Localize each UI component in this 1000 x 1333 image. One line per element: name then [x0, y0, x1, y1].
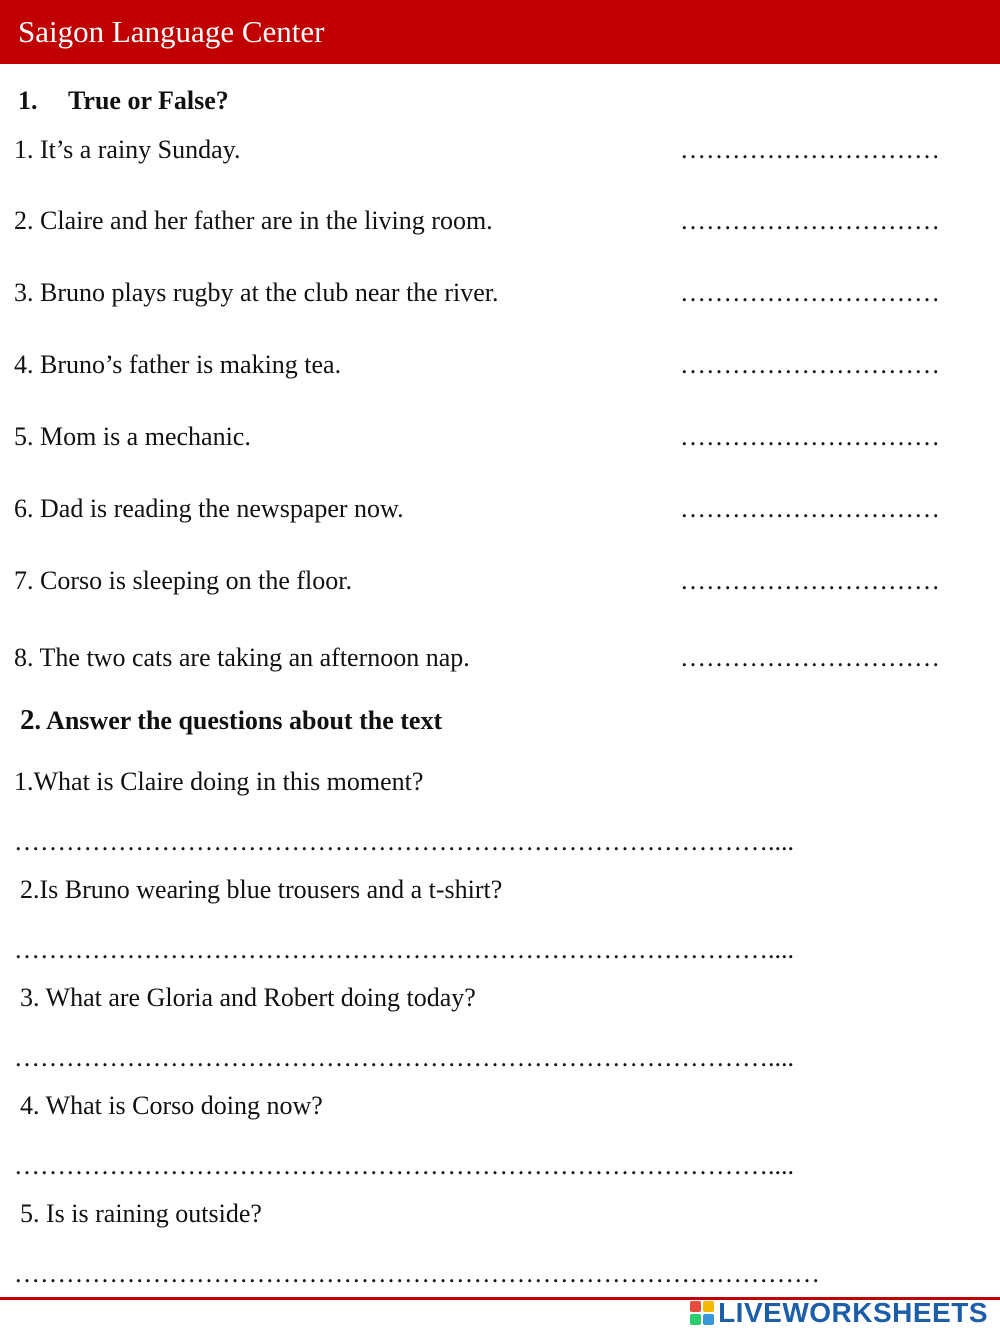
tf-answer-blank[interactable]: …………………………: [680, 206, 940, 235]
tf-item: [14, 421, 978, 453]
tf-item: [14, 134, 978, 166]
question-text: 1.What is Claire doing in this moment?: [14, 767, 424, 796]
answer-line[interactable]: …………………………………………………………………………………: [14, 1259, 820, 1288]
section1-heading: [18, 86, 229, 116]
answer-line[interactable]: ……………………………………………………………………………....: [14, 1151, 794, 1180]
tf-item: [14, 277, 978, 309]
answer-line[interactable]: ……………………………………………………………………………....: [14, 935, 794, 964]
answer-line[interactable]: ……………………………………………………………………………....: [14, 827, 794, 856]
tf-statement: 4. Bruno’s father is making tea.: [14, 350, 342, 379]
question-text: 5. Is is raining outside?: [20, 1199, 262, 1228]
tf-statement: 3. Bruno plays rugby at the club near the river.: [14, 278, 499, 307]
tf-answer-blank[interactable]: …………………………: [680, 278, 940, 307]
tf-answer-blank[interactable]: …………………………: [680, 566, 940, 595]
tf-answer-blank[interactable]: …………………………: [680, 643, 940, 672]
question-text: 3. What are Gloria and Robert doing today?: [20, 983, 476, 1012]
logo-square: [703, 1314, 714, 1325]
liveworksheets-logo-icon: [690, 1301, 714, 1325]
tf-item: [14, 642, 978, 674]
question-text: 2.Is Bruno wearing blue trousers and a t-shirt?: [20, 875, 503, 904]
section2-title: . Answer the questions about the text: [34, 706, 443, 735]
liveworksheets-brand[interactable]: [690, 1298, 988, 1328]
header-title: Saigon Language Center: [18, 14, 325, 49]
tf-answer-blank[interactable]: …………………………: [680, 422, 940, 451]
section2-heading: [20, 705, 442, 736]
tf-answer-blank[interactable]: …………………………: [680, 494, 940, 523]
tf-item: [14, 493, 978, 525]
logo-square: [690, 1301, 701, 1312]
section1-title: True or False?: [68, 86, 229, 115]
logo-square: [690, 1314, 701, 1325]
answer-line[interactable]: ……………………………………………………………………………....: [14, 1043, 794, 1072]
brand-name: LIVEWORKSHEETS: [718, 1297, 988, 1328]
tf-statement: 6. Dad is reading the newspaper now.: [14, 494, 404, 523]
tf-item: [14, 205, 978, 237]
tf-item: [14, 565, 978, 597]
tf-statement: 2. Claire and her father are in the living room.: [14, 206, 493, 235]
tf-statement: 5. Mom is a mechanic.: [14, 422, 251, 451]
logo-square: [703, 1301, 714, 1312]
question-text: 4. What is Corso doing now?: [20, 1091, 323, 1120]
tf-answer-blank[interactable]: …………………………: [680, 135, 940, 164]
tf-item: [14, 349, 978, 381]
section1-number: 1.: [18, 86, 38, 115]
tf-statement: 7. Corso is sleeping on the floor.: [14, 566, 352, 595]
tf-statement: 8. The two cats are taking an afternoon nap.: [14, 643, 470, 672]
tf-answer-blank[interactable]: …………………………: [680, 350, 940, 379]
tf-statement: 1. It’s a rainy Sunday.: [14, 135, 241, 164]
header-bar: [0, 0, 1000, 64]
section2-number: 2: [20, 704, 35, 736]
